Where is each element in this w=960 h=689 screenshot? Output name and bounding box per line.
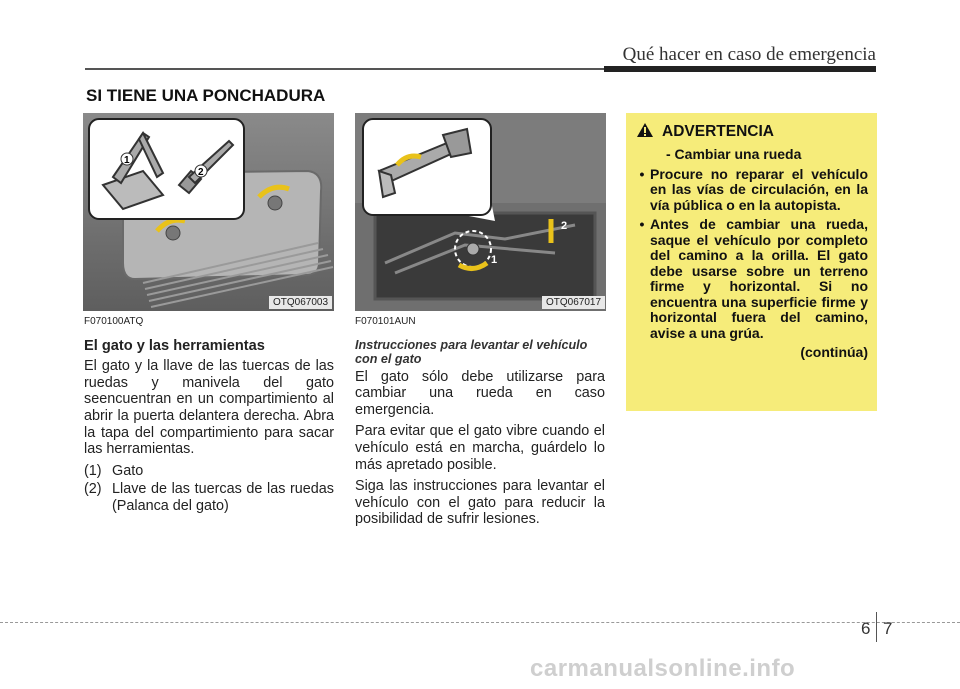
jack-label: 1 [124, 155, 130, 166]
tools-paragraph: El gato y la llave de las tuercas de las ruedas y manivela del gato seencuentran en un compartimiento al abrir la puerta delantera derecha. Abra la tapa del compartimiento para sacar las herramientas. [84, 358, 334, 458]
right-image-caption: OTQ067017 [542, 296, 605, 309]
bullet-dot: • [639, 165, 645, 182]
page-chapter-number: 6 [861, 619, 871, 638]
left-column [84, 314, 334, 517]
list-number: (2) [84, 481, 102, 498]
paragraph: Siga las instrucciones para levantar el vehículo con el gato para reducir la posibilidad de sufrir lesiones. [355, 478, 605, 528]
jack-removal-photo [355, 113, 606, 311]
warning-subtitle: - Cambiar una rueda [666, 146, 802, 162]
left-image-caption: OTQ067003 [269, 296, 332, 309]
header-bar [604, 66, 876, 72]
section-code: F070100ATQ [84, 316, 144, 327]
list-text: Gato [112, 462, 144, 479]
paragraph: Para evitar que el gato vibre cuando el vehículo está en marcha, guárdelo lo más apretado posible. [355, 423, 605, 473]
list-item [84, 463, 334, 480]
jack-compartment-photo [83, 113, 334, 311]
list-item [84, 481, 334, 514]
rotate-label: 1 [491, 254, 498, 266]
chapter-title: Qué hacer en caso de emergencia [622, 44, 876, 65]
list-number: (1) [84, 462, 102, 479]
footer-rule [0, 622, 960, 623]
bullet-dot: • [639, 216, 645, 232]
paragraph: El gato sólo debe utilizarse para cambiar una rueda en caso emergencia. [355, 368, 605, 418]
warning-bullet [634, 217, 868, 341]
page-number-divider [876, 612, 877, 642]
tools-heading: El gato y las herramientas [84, 337, 265, 354]
lift-label: 2 [561, 220, 568, 232]
watermark: carmanualsonline.info [530, 655, 796, 682]
page-number: 7 [883, 619, 893, 638]
warning-icon [636, 122, 654, 138]
section-code: F070101AUN [355, 316, 416, 327]
continued-label: (continúa) [800, 344, 868, 360]
section-title: SI TIENE UNA PONCHADURA [86, 86, 326, 105]
middle-column [355, 314, 605, 533]
warning-bullet [634, 167, 868, 214]
bullet-text: Antes de cambiar una rueda, saque el vehículo por completo del camino a la orilla. El gato debe usarse sobre un terreno firme y horizontal. Si no encuentra una superficie firme y horizontal fuera del camino, avise a una grúa. [650, 216, 868, 341]
warning-box [626, 113, 877, 411]
wrench-label: 2 [198, 167, 204, 178]
bullet-text: Procure no reparar el vehículo en las vías de circulación, en la vía pública o en la autopista. [650, 165, 868, 213]
jack-instructions-heading: Instrucciones para levantar el vehículo con el gato [355, 337, 588, 366]
list-text: Llave de las tuercas de las ruedas (Palanca del gato) [112, 481, 334, 514]
warning-body [634, 147, 868, 361]
warning-title: ADVERTENCIA [662, 123, 774, 140]
